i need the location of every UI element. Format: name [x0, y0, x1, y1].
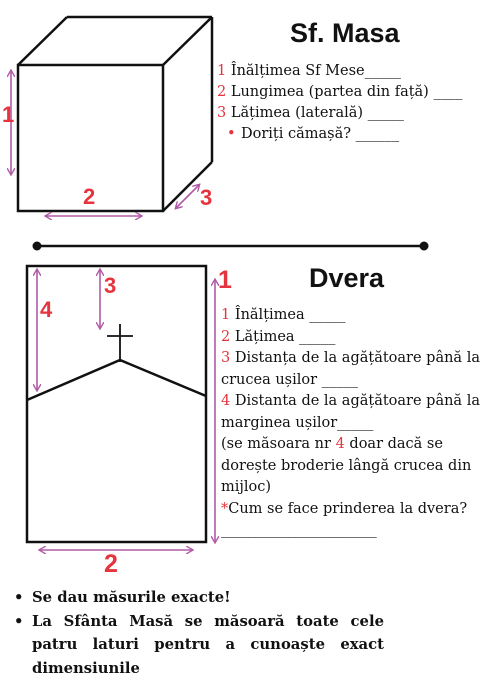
altar-cube-drawing: [18, 17, 212, 211]
altar-item: 1 Înălțimea Sf Mese_____: [217, 63, 401, 79]
altar-item: 2 Lungimea (partea din față) ____: [217, 84, 463, 100]
dvera-note: (se măsoara nr 4 doar dacă se dorește broderie lângă crucea din mijloc): [221, 436, 472, 495]
dvera-question: *Cum se face prinderea la dvera?: [221, 500, 468, 517]
dvera-width-label: 2: [104, 550, 118, 578]
altar-cover-question: • Doriți cămașă? ______: [227, 126, 400, 142]
dvera-item: 3 Distanța de la agățătoare până la crucea ușilor _____: [221, 350, 480, 388]
dvera-measurements: [221, 305, 491, 542]
dvera-answer-line: _______________________: [221, 522, 377, 538]
dvera-item: 1 Înălțimea _____: [221, 307, 346, 323]
dvera-height-label: 1: [218, 266, 232, 294]
notes-list: [14, 586, 384, 680]
dvera-cross-distance-label: 3: [104, 273, 117, 298]
note-item: • Se dau măsurile exacte!: [14, 586, 384, 610]
altar-title: Sf. Masa: [290, 18, 400, 48]
altar-dimension-arrows: [11, 71, 199, 216]
altar-measurements-list: [217, 61, 462, 145]
dvera-item: 4 Distanta de la agățătoare până la marginea ușilor_____: [221, 393, 480, 431]
note-item: • La Sfânta Masă se măsoară toate cele patru laturi pentru a cunoaște exact dimensiunile: [14, 610, 384, 681]
dvera-item: 2 Lățimea _____: [221, 328, 336, 345]
altar-height-label: 1: [2, 102, 15, 127]
dvera-edge-distance-label: 4: [40, 297, 53, 322]
dvera-curtain-drawing: [27, 266, 206, 542]
altar-width-label: 3: [200, 185, 213, 210]
cross-icon: [107, 324, 133, 362]
altar-item: 3 Lățimea (laterală) _____: [217, 105, 404, 121]
section-separator: [33, 242, 429, 251]
dvera-dimension-arrows: [37, 270, 215, 550]
altar-length-label: 2: [83, 184, 96, 209]
dvera-title: Dvera: [309, 263, 385, 293]
